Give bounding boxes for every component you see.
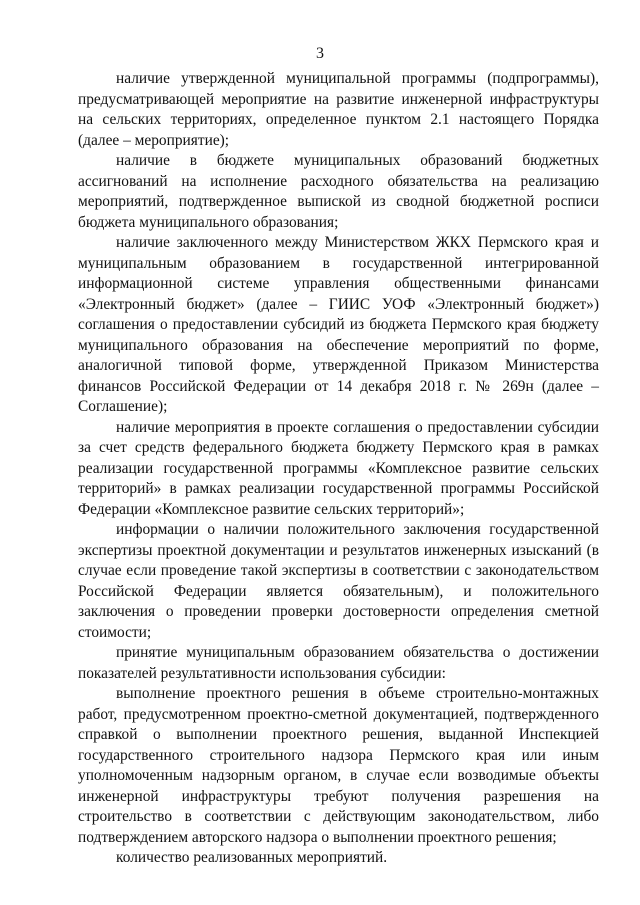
paragraph-performance-obligation: принятие муниципальным образованием обязательства о достижении показателей результативности использования субсидии: [78,644,599,682]
paragraph-federal-subsidy: наличие мероприятия в проекте соглашения о предоставлении субсидии за счет средств федерального бюджета бюджету Пермского края в рамках реализации государственной программы «Комплексное развитие сельских территорий» в рамках реализации государственной программы Российской Федерации «Комплексное развитие сельских территорий»; [78,418,599,518]
paragraph-design-execution: выполнение проектного решения в объеме строительно-монтажных работ, предусмотренном проектно-сметной документацией, подтвержденного справкой о выполнении проектного решения, выданной Инспекцией государственного строительного надзора Пермского края или иным уполномоченным надзорным органом, в случае если возводимые объекты инженерной инфраструктуры требуют получения разрешения на строительство в соответствии с действующим законодательством, либо подтверждением авторского надзора о выполнении проектного решения; [78,685,599,846]
paragraph-municipal-program: наличие утвержденной муниципальной программы (подпрограммы), предусматривающей мероприятие на развитие инженерной инфраструктуры на сельских территориях, определенное пунктом 2.1 настоящего Порядка (далее – мероприятие); [78,70,599,149]
paragraph-agreement: наличие заключенного между Министерством ЖКХ Пермского края и муниципальным образованием в государственной интегрированной информационной системе управления общественными финансами «Электронный бюджет» (далее – ГИИС УОФ «Электронный бюджет») соглашения о предоставлении субсидий из бюджета Пермского края бюджету муниципального образования на обеспечение мероприятий по форме, аналогичной типовой форме, утвержденной Приказом Министерства финансов Российской Федерации от 14 декабря 2018 г. № 269н (далее – Соглашение); [78,234,599,415]
paragraph-implemented-count: количество реализованных мероприятий. [116,849,388,866]
paragraph-budget-allocations: наличие в бюджете муниципальных образований бюджетных ассигнований на исполнение расходного обязательства на реализацию мероприятий, подтвержденное выпиской из сводной бюджетной росписи бюджета муниципального образования; [78,152,599,231]
page-number: 3 [316,45,324,62]
paragraph-state-expertise: информации о наличии положительного заключения государственной экспертизы проектной документации и результатов инженерных изысканий (в случае если проведение такой экспертизы в соответствии с законодательством Российской Федерации является обязательным), и положительного заключения о проведении проверки достоверности определения сметной стоимости; [78,521,599,641]
document-body [78,69,599,869]
